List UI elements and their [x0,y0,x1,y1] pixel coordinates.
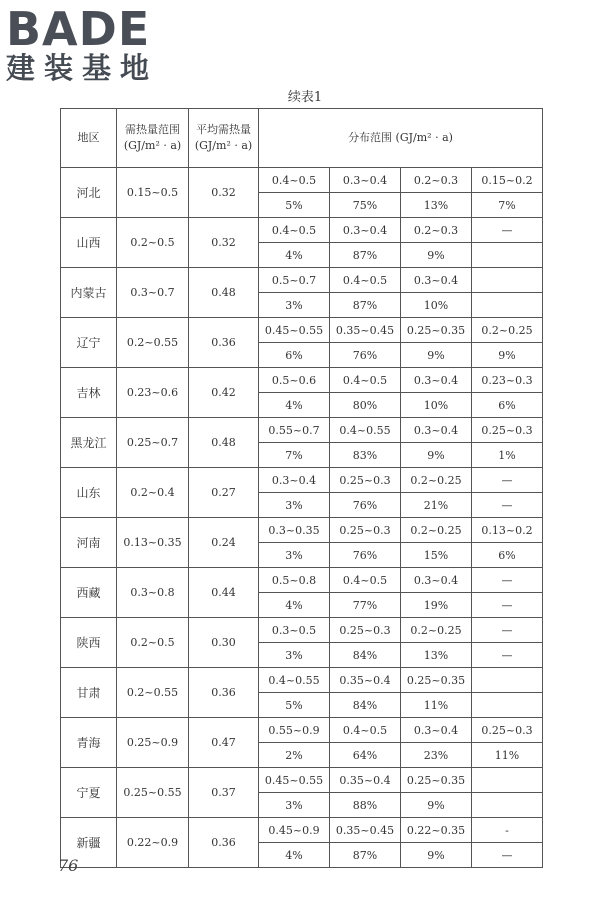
bin-cell: 0.2~0.25 [401,468,472,493]
table-row [61,618,543,643]
percent-cell: 84% [330,643,401,668]
bin-cell: 0.3~0.4 [401,368,472,393]
percent-cell: 4% [259,593,330,618]
table-row [61,568,543,593]
percent-cell: 2% [259,743,330,768]
avg-cell: 0.48 [189,268,259,318]
percent-cell: 5% [259,693,330,718]
percent-cell: 4% [259,243,330,268]
avg-cell: 0.44 [189,568,259,618]
region-cell: 山东 [61,468,117,518]
header-range-label: 需热量范围 [125,123,180,136]
percent-cell: 6% [472,543,543,568]
avg-cell: 0.37 [189,768,259,818]
table-caption: 续表1 [287,90,323,105]
bin-cell: 0.3~0.4 [330,168,401,193]
bin-cell: 0.2~0.3 [401,168,472,193]
heat-demand-table [60,108,543,868]
bin-cell: 0.25~0.35 [401,318,472,343]
percent-cell: 87% [330,843,401,868]
percent-cell: 3% [259,493,330,518]
bin-cell: 0.22~0.35 [401,818,472,843]
header-range [117,109,189,168]
percent-cell: 23% [401,743,472,768]
percent-cell: — [472,843,543,868]
bin-cell: 0.3~0.4 [401,268,472,293]
percent-cell: 88% [330,793,401,818]
percent-cell: 6% [259,343,330,368]
percent-cell: 13% [401,643,472,668]
avg-cell: 0.36 [189,818,259,868]
avg-cell: 0.27 [189,468,259,518]
bin-cell: 0.5~0.7 [259,268,330,293]
region-cell: 山西 [61,218,117,268]
percent-cell: 3% [259,793,330,818]
bin-cell: 0.3~0.4 [401,568,472,593]
bin-cell: 0.2~0.25 [472,318,543,343]
region-cell: 内蒙古 [61,268,117,318]
percent-cell: 83% [330,443,401,468]
table-row [61,668,543,693]
percent-cell: — [472,493,543,518]
region-cell: 宁夏 [61,768,117,818]
bin-cell: 0.5~0.6 [259,368,330,393]
avg-cell: 0.24 [189,518,259,568]
bin-cell: 0.25~0.3 [330,518,401,543]
table-row [61,418,543,443]
avg-cell: 0.42 [189,368,259,418]
bin-cell: 0.4~0.5 [330,568,401,593]
percent-cell: 9% [401,793,472,818]
range-cell: 0.2~0.5 [117,618,189,668]
range-cell: 0.23~0.6 [117,368,189,418]
bin-cell: 0.45~0.9 [259,818,330,843]
bin-cell: 0.3~0.35 [259,518,330,543]
logo-wordmark: BADE [6,2,151,56]
percent-cell: 15% [401,543,472,568]
bin-cell: — [472,568,543,593]
logo-subtitle: 建装基地 [6,51,159,85]
bin-cell: 0.3~0.4 [259,468,330,493]
page-number: 76 [58,856,79,875]
percent-cell: 77% [330,593,401,618]
bin-cell: 0.3~0.4 [401,418,472,443]
bin-cell [472,268,543,293]
percent-cell: — [472,593,543,618]
bin-cell: 0.15~0.2 [472,168,543,193]
table-row [61,168,543,193]
header-avg-label: 平均需热量 [196,123,251,136]
percent-cell: 4% [259,393,330,418]
bin-cell: 0.25~0.3 [330,618,401,643]
percent-cell [472,293,543,318]
percent-cell: 11% [401,693,472,718]
bin-cell: - [472,818,543,843]
bin-cell: 0.3~0.4 [401,718,472,743]
range-cell: 0.3~0.8 [117,568,189,618]
percent-cell: 19% [401,593,472,618]
bin-cell: 0.25~0.3 [330,468,401,493]
table-row [61,218,543,243]
percent-cell [472,693,543,718]
percent-cell: 3% [259,543,330,568]
table-row [61,318,543,343]
table-header-row [61,109,543,168]
bin-cell: 0.3~0.5 [259,618,330,643]
percent-cell: 3% [259,293,330,318]
percent-cell: 11% [472,743,543,768]
region-cell: 吉林 [61,368,117,418]
percent-cell: 87% [330,243,401,268]
header-range-unit: (GJ/m² · a) [123,139,182,152]
bade-logo [6,4,181,84]
bin-cell [472,668,543,693]
range-cell: 0.2~0.5 [117,218,189,268]
range-cell: 0.3~0.7 [117,268,189,318]
percent-cell [472,243,543,268]
percent-cell: 13% [401,193,472,218]
table-row [61,718,543,743]
range-cell: 0.2~0.55 [117,668,189,718]
percent-cell [472,793,543,818]
percent-cell: 10% [401,393,472,418]
bin-cell: 0.2~0.3 [401,218,472,243]
percent-cell: 3% [259,643,330,668]
percent-cell: 76% [330,543,401,568]
bin-cell: 0.13~0.2 [472,518,543,543]
region-cell: 西藏 [61,568,117,618]
range-cell: 0.2~0.55 [117,318,189,368]
region-cell: 黑龙江 [61,418,117,468]
percent-cell: 9% [401,343,472,368]
bin-cell: 0.55~0.9 [259,718,330,743]
percent-cell: 5% [259,193,330,218]
range-cell: 0.25~0.55 [117,768,189,818]
percent-cell: 6% [472,393,543,418]
percent-cell: 76% [330,343,401,368]
range-cell: 0.15~0.5 [117,168,189,218]
region-cell: 河南 [61,518,117,568]
percent-cell: 9% [401,843,472,868]
avg-cell: 0.47 [189,718,259,768]
table-body [61,109,543,868]
table-row [61,518,543,543]
bin-cell: 0.4~0.5 [330,268,401,293]
bin-cell: 0.4~0.5 [330,368,401,393]
table-row [61,768,543,793]
avg-cell: 0.32 [189,218,259,268]
header-distribution: 分布范围 (GJ/m² · a) [259,109,543,168]
bin-cell: 0.4~0.55 [259,668,330,693]
bin-cell: 0.45~0.55 [259,768,330,793]
table-row [61,368,543,393]
bin-cell: 0.25~0.3 [472,718,543,743]
bin-cell: 0.35~0.4 [330,768,401,793]
region-cell: 河北 [61,168,117,218]
bin-cell: — [472,618,543,643]
bin-cell: 0.3~0.4 [330,218,401,243]
header-region: 地区 [61,109,117,168]
percent-cell: 84% [330,693,401,718]
bin-cell: 0.25~0.35 [401,768,472,793]
bin-cell: 0.5~0.8 [259,568,330,593]
range-cell: 0.25~0.9 [117,718,189,768]
bin-cell: 0.25~0.35 [401,668,472,693]
header-avg-unit: (GJ/m² · a) [194,139,253,152]
bin-cell: 0.45~0.55 [259,318,330,343]
percent-cell: — [472,643,543,668]
percent-cell: 4% [259,843,330,868]
bin-cell: 0.4~0.5 [259,218,330,243]
percent-cell: 9% [401,443,472,468]
region-cell: 新疆 [61,818,117,868]
bin-cell: — [472,468,543,493]
percent-cell: 9% [472,343,543,368]
avg-cell: 0.48 [189,418,259,468]
region-cell: 青海 [61,718,117,768]
percent-cell: 10% [401,293,472,318]
percent-cell: 76% [330,493,401,518]
avg-cell: 0.32 [189,168,259,218]
header-avg [189,109,259,168]
region-cell: 甘肃 [61,668,117,718]
table-row [61,818,543,843]
percent-cell: 9% [401,243,472,268]
bin-cell: 0.55~0.7 [259,418,330,443]
bin-cell: 0.25~0.3 [472,418,543,443]
bin-cell: 0.4~0.5 [259,168,330,193]
range-cell: 0.25~0.7 [117,418,189,468]
range-cell: 0.2~0.4 [117,468,189,518]
bin-cell: 0.23~0.3 [472,368,543,393]
percent-cell: 21% [401,493,472,518]
percent-cell: 1% [472,443,543,468]
region-cell: 辽宁 [61,318,117,368]
range-cell: 0.13~0.35 [117,518,189,568]
range-cell: 0.22~0.9 [117,818,189,868]
bin-cell [472,768,543,793]
percent-cell: 7% [259,443,330,468]
avg-cell: 0.36 [189,668,259,718]
bin-cell: 0.35~0.4 [330,668,401,693]
bin-cell: — [472,218,543,243]
bin-cell: 0.2~0.25 [401,518,472,543]
percent-cell: 75% [330,193,401,218]
percent-cell: 80% [330,393,401,418]
percent-cell: 87% [330,293,401,318]
avg-cell: 0.30 [189,618,259,668]
percent-cell: 64% [330,743,401,768]
table-row [61,268,543,293]
bin-cell: 0.2~0.25 [401,618,472,643]
region-cell: 陕西 [61,618,117,668]
bin-cell: 0.35~0.45 [330,818,401,843]
table-row [61,468,543,493]
bin-cell: 0.4~0.55 [330,418,401,443]
avg-cell: 0.36 [189,318,259,368]
bin-cell: 0.4~0.5 [330,718,401,743]
bin-cell: 0.35~0.45 [330,318,401,343]
percent-cell: 7% [472,193,543,218]
